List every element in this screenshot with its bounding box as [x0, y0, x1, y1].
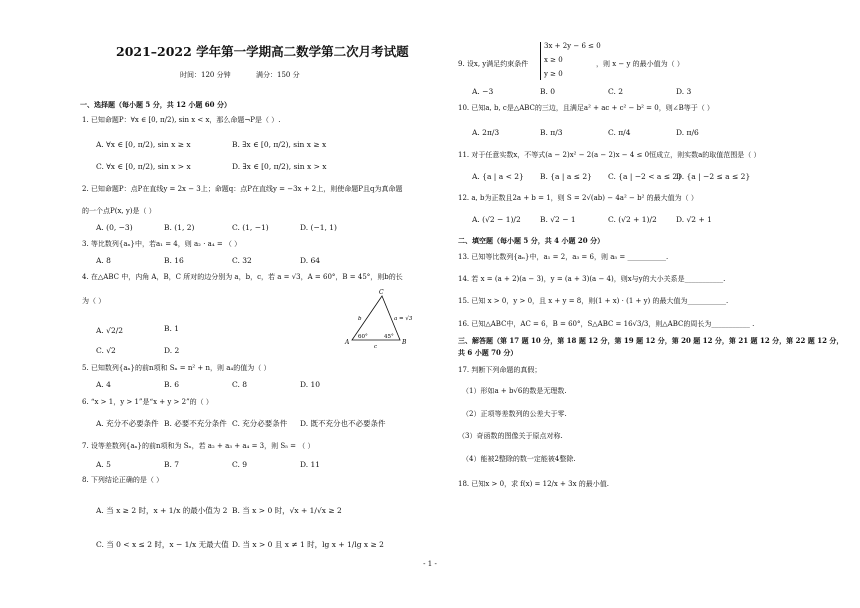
q6-option-b: B. 必要不充分条件: [164, 419, 227, 428]
q9-constraint-2: x ≥ 0: [544, 56, 563, 64]
q2-option-d: D. (−1, 1): [300, 223, 337, 232]
q7-option-b: B. 7: [164, 460, 180, 469]
q11-option-b: B. {a | a ≤ 2}: [540, 172, 592, 181]
q2-stem-cont: 的一个点P(x, y)是（ ）: [82, 207, 156, 215]
q11-option-c: C. {a | −2 < a ≤ 2}: [608, 172, 682, 181]
triangle-side-c: c: [374, 344, 378, 350]
q12-option-b: B. √2 − 1: [540, 215, 576, 224]
q6-option-a: A. 充分不必要条件: [96, 419, 159, 428]
q17-part-3: （3）奇函数的图像关于原点对称.: [458, 432, 563, 440]
q3-option-c: C. 32: [232, 256, 252, 265]
q9-option-d: D. 3: [676, 87, 692, 96]
triangle-vertex-b: B: [402, 339, 407, 346]
q5-option-d: D. 10: [300, 380, 321, 389]
q17-part-2: （2）正项等差数列的公差大于零.: [462, 410, 567, 418]
q12-stem: 12. a, b为正数且2a + b = 1，则 S = 2√(ab) − 4a² − b² 的最大值为（ ）: [458, 194, 698, 202]
q9-constraint-1: 3x + 2y − 6 ≤ 0: [544, 42, 601, 50]
q1-option-d: D. ∃x ∈ [0, π/2), sin x > x: [232, 162, 327, 171]
q5-option-b: B. 6: [164, 380, 180, 389]
q1-stem: 1. 已知命题P：∀x ∈ [0, π/2), sin x < x，那么命题¬P是（ ）.: [82, 116, 281, 124]
q6-stem: 6. “x > 1，y > 1”是“x + y > 2”的（ ）: [82, 398, 213, 406]
q10-stem: 10. 已知a, b, c是△ABC的三边，且满足a² + ac + c² − b² = 0，则∠B等于（ ）: [458, 104, 714, 112]
exam-time: 时间：120 分钟: [180, 71, 231, 79]
page-title: 2021–2022 学年第一学期高二数学第二次月考试题: [116, 44, 409, 59]
triangle-angle-a: 60°: [358, 334, 368, 340]
q2-stem: 2. 已知命题P：点P在直线y = 2x − 3上；命题q：点P在直线y = −3x + 2上，则使命题P且q为真命题: [82, 185, 403, 193]
q18-stem: 18. 已知x > 0，求 f(x) = 12/x + 3x 的最小值.: [458, 480, 609, 488]
q8-option-a: A. 当 x ≥ 2 时，x + 1/x 的最小值为 2: [96, 506, 228, 515]
q3-option-d: D. 64: [300, 256, 321, 265]
q5-option-a: A. 4: [96, 380, 111, 389]
q7-option-a: A. 5: [96, 460, 111, 469]
triangle-vertex-c: C: [379, 289, 384, 296]
q6-option-c: C. 充分必要条件: [232, 419, 288, 428]
q8-option-b: B. 当 x > 0 时，√x + 1/√x ≥ 2: [232, 506, 342, 515]
triangle-figure: [344, 286, 414, 352]
q6-option-d: D. 既不充分也不必要条件: [300, 419, 386, 428]
q4-option-c: C. √2: [96, 346, 116, 355]
q15-stem: 15. 已知 x > 0，y > 0，且 x + y = 8，则(1 + x) · (1 + y) 的最大值为___________.: [458, 297, 729, 305]
q8-stem: 8. 下列结论正确的是（ ）: [82, 476, 164, 484]
q10-option-a: A. 2π/3: [472, 128, 500, 137]
q9-option-b: B. 0: [540, 87, 556, 96]
q17-stem: 17. 判断下列命题的真假；: [458, 366, 542, 374]
q4-option-b: B. 1: [164, 324, 180, 333]
q3-option-b: B. 16: [164, 256, 184, 265]
q11-stem: 11. 对于任意实数x，不等式(a − 2)x² − 2(a − 2)x − 4 ≤ 0恒成立，则实数a的取值范围是（ ）: [458, 151, 761, 159]
q16-stem: 16. 已知△ABC中，AC = 6，B = 60°，S△ABC = 16√3/3，则△ABC的周长为___________ .: [458, 320, 755, 328]
q17-part-4: （4）能被2整除的数一定能被4整除.: [462, 455, 576, 463]
q7-option-d: D. 11: [300, 460, 321, 469]
q4-stem-cont: 为（ ）: [82, 297, 106, 305]
q11-option-d: D. {a | −2 ≤ a ≤ 2}: [676, 172, 751, 181]
q10-option-c: C. π/4: [608, 128, 631, 137]
q3-option-a: A. 8: [96, 256, 111, 265]
q5-stem: 5. 已知数列{aₙ}的前n项和 Sₙ = n² + n，则 a₄的值为（ ）: [82, 364, 271, 372]
q10-option-d: D. π/6: [676, 128, 699, 137]
q4-option-a: A. √2/2: [96, 326, 124, 335]
q5-option-c: C. 8: [232, 380, 248, 389]
q12-option-c: C. (√2 + 1)/2: [608, 215, 657, 224]
q9-constraint-3: y ≥ 0: [544, 70, 563, 78]
q11-option-a: A. {a | a < 2}: [472, 172, 524, 181]
section-fill: 二、填空题（每小题 5 分，共 4 小题 20 分）: [458, 236, 605, 245]
triangle-angle-b: 45°: [384, 334, 394, 340]
q9-option-c: C. 2: [608, 87, 624, 96]
q9-constraint-brace: [540, 42, 541, 80]
q7-stem: 7. 设等差数列{aₙ}的前n项和为 Sₙ，若 a₂ + a₃ + a₄ = 3，则 S₅ = （ ）: [82, 442, 315, 450]
q8-option-c: C. 当 0 < x ≤ 2 时，x − 1/x 无最大值: [96, 540, 229, 549]
q10-option-b: B. π/3: [540, 128, 563, 137]
q2-option-b: B. (1, 2): [164, 223, 195, 232]
page-number: - 1 -: [423, 560, 437, 568]
q9-stem-tail: ，则 x − y 的最小值为（ ）: [596, 60, 684, 68]
triangle-side-b: b: [358, 316, 362, 322]
q9-stem: 9. 设x, y满足约束条件: [458, 60, 529, 68]
q12-option-d: D. √2 + 1: [676, 215, 712, 224]
q2-option-a: A. (0, −3): [96, 223, 133, 232]
q8-option-d: D. 当 x > 0 且 x ≠ 1 时，lg x + 1/lg x ≥ 2: [232, 540, 384, 549]
section-choice: 一、选择题（每小题 5 分，共 12 小题 60 分）: [80, 100, 231, 109]
section-answer: 三、解答题（第 17 题 10 分，第 18 题 12 分，第 19 题 12 分，第 20 题 12 分，第 21 题 12 分，第 22 题 12 分，: [458, 336, 844, 345]
q13-stem: 13. 已知等比数列{aₙ}中，a₁ = 2，a₃ = 6，则 a₅ = ___________.: [458, 253, 669, 261]
section-answer-cont: 共 6 小题 70 分）: [458, 348, 518, 357]
q1-option-a: A. ∀x ∈ [0, π/2), sin x ≥ x: [96, 140, 191, 149]
q4-stem: 4. 在△ABC 中，内角 A，B，C 所对的边分别为 a，b，c，若 a = √3，A = 60°，B = 45°，则b的长: [82, 273, 403, 281]
q1-option-b: B. ∃x ∈ [0, π/2), sin x ≥ x: [232, 140, 327, 149]
q17-part-1: （1）形如a + b√6的数是无理数.: [462, 387, 567, 395]
q14-stem: 14. 若 x = (a + 2)(a − 3)，y = (a + 3)(a − 4)，则x与y的大小关系是___________.: [458, 275, 726, 283]
exam-score: 满分：150 分: [256, 71, 300, 79]
q7-option-c: C. 9: [232, 460, 248, 469]
q4-option-d: D. 2: [164, 346, 180, 355]
q2-option-c: C. (1, −1): [232, 223, 269, 232]
q9-option-a: A. −3: [472, 87, 494, 96]
q1-option-c: C. ∀x ∈ [0, π/2), sin x > x: [96, 162, 191, 171]
q12-option-a: A. (√2 − 1)/2: [472, 215, 521, 224]
triangle-vertex-a: A: [345, 339, 350, 346]
q3-stem: 3. 等比数列{aₙ}中，若a₁ = 4，则 a₂ · a₄ = （ ）: [82, 240, 242, 248]
triangle-side-a: a = √3: [394, 316, 413, 322]
